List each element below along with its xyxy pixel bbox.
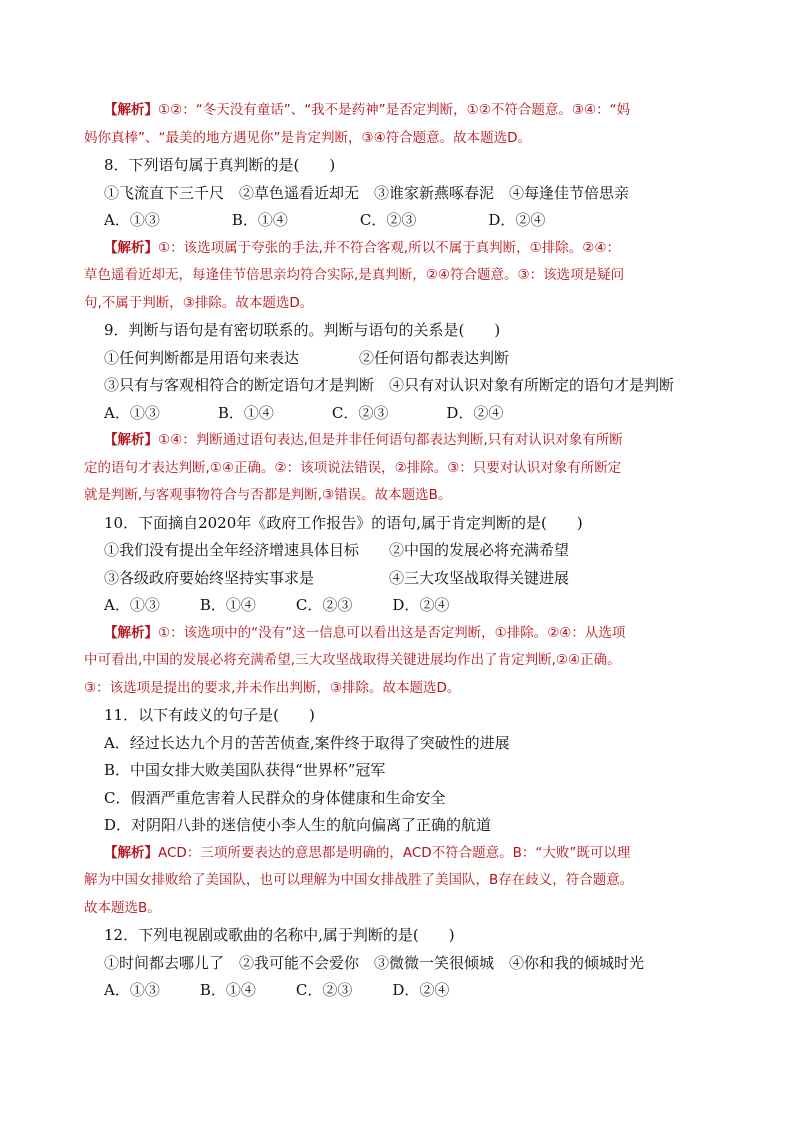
question-line: 8．下列语句属于真判断的是( ) — [104, 156, 336, 174]
option-d: D．②④ — [392, 596, 450, 614]
question-line: 12．下列电视剧或歌曲的名称中,属于判断的是( ) — [104, 926, 455, 944]
explanation-line — [104, 620, 724, 648]
explanation-line — [84, 675, 724, 703]
explanation-line — [104, 840, 724, 868]
explanation-text: 中可看出,中国的发展必将充满希望,三大攻坚战取得关键进展均作出了肯定判断,②④正确。 — [84, 652, 621, 668]
explanation-text: 草色遥看近却无，每逢佳节倍思亲均符合实际,是真判断，②④符合题意。③：该选项是疑问 — [84, 267, 625, 283]
explanation-line — [104, 427, 724, 455]
explanation-text: ③：该选项是提出的要求,并未作出判断，③排除。故本题选D。 — [84, 679, 461, 696]
question-line: 9．判断与语句是有密切联系的。判断与语句的关系是( ) — [104, 321, 501, 339]
answer-options — [104, 207, 724, 235]
explanation-text: 解为中国女排败给了美国队，也可以理解为中国女排战胜了美国队，B存在歧义，符合题意。 — [84, 872, 634, 888]
option-c: C．②③ — [295, 981, 353, 999]
question-line: ①飞流直下三千尺 ②草色遥看近却无 ③谁家新燕啄春泥 ④每逢佳节倍思亲 — [104, 183, 630, 202]
explanation-line — [84, 647, 724, 675]
question-line: A．经过长达九个月的苦苦侦查,案件终于取得了突破性的进展 — [104, 733, 510, 752]
explanation-tag: 【解析】 — [104, 624, 158, 641]
option-a: A．①③ — [104, 211, 160, 229]
explanation-text: ①④：判断通过语句表达,但是并非任何语句都表达判断,只有对认识对象有所断 — [158, 432, 623, 448]
option-a: A．①③ — [104, 596, 160, 614]
question-line: B．中国女排大败美国队获得“世界杯”冠军 — [104, 761, 386, 779]
option-b: B．①④ — [217, 403, 274, 422]
page-content — [84, 97, 724, 1005]
explanation-tag: 【解析】 — [104, 239, 158, 256]
answer-options — [104, 977, 724, 1005]
explanation-text: ①②：“冬天没有童话”、“我不是药神”是否定判断，①②不符合题意。③④：“妈 — [158, 102, 631, 118]
explanation-text: ①：该选项中的“没有”这一信息可以看出这是否定判断，①排除。②④：从选项 — [158, 624, 626, 641]
explanation-text: 句,不属于判断，③排除。故本题选D。 — [84, 294, 314, 311]
answer-options — [104, 400, 724, 428]
explanation-text: 定的语句才表达判断,①④正确。②：该项说法错误，②排除。③：只要对认识对象有所断定 — [84, 459, 622, 476]
question-line: ①任何判断都是用语句来表达 ②任何语句都表达判断 — [104, 348, 510, 367]
explanation-text: 妈你真棒”、“最美的地方遇见你”是肯定判断，③④符合题意。故本题选D。 — [84, 129, 532, 146]
option-b: B．①④ — [199, 981, 256, 999]
question-line: 11．以下有歧义的句子是( ) — [104, 706, 315, 724]
explanation-text: 故本题选B。 — [84, 899, 161, 916]
explanation-text: ACD：三项所要表达的意思都是明确的，ACD不符合题意。B：“大败”既可以理 — [158, 844, 631, 861]
explanation-line — [84, 290, 724, 318]
explanation-line — [84, 895, 724, 923]
explanation-line — [84, 482, 724, 510]
option-a: A．①③ — [104, 403, 160, 422]
explanation-block — [84, 235, 724, 318]
explanation-tag: 【解析】 — [104, 844, 158, 861]
option-c: C．②③ — [295, 596, 353, 614]
explanation-text: 就是判断,与客观事物符合与否都是判断,③错误。故本题选B。 — [84, 487, 452, 503]
explanation-line — [84, 125, 724, 153]
explanation-line — [84, 455, 724, 483]
question-line: 10．下面摘自2020年《政府工作报告》的语句,属于肯定判断的是( ) — [104, 513, 583, 532]
option-d: D．②④ — [446, 403, 504, 422]
answer-options — [104, 592, 724, 620]
explanation-line — [104, 97, 724, 125]
option-c: C．②③ — [359, 211, 417, 229]
explanation-tag: 【解析】 — [104, 432, 158, 448]
option-d: D．②④ — [392, 981, 450, 999]
question-line: ③只有与客观相符合的断定语句才是判断 ④只有对认识对象有所断定的语句才是判断 — [104, 376, 675, 394]
question-line: ③各级政府要始终坚持实事求是 ④三大攻坚战取得关键进展 — [104, 568, 570, 587]
option-a: A．①③ — [104, 981, 160, 999]
explanation-line — [84, 867, 724, 895]
explanation-block — [84, 840, 724, 923]
explanation-text: ①：该选项属于夸张的手法,并不符合客观,所以不属于真判断，①排除。②④： — [158, 239, 620, 256]
option-c: C．②③ — [331, 403, 389, 422]
explanation-line — [104, 235, 724, 263]
question-line: ①我们没有提出全年经济增速具体目标 ②中国的发展必将充满希望 — [104, 541, 570, 559]
option-b: B．①④ — [199, 596, 256, 614]
explanation-block — [84, 427, 724, 510]
option-d: D．②④ — [488, 211, 546, 229]
explanation-line — [84, 262, 724, 290]
question-line: C．假酒严重危害着人民群众的身体健康和生命安全 — [104, 788, 446, 807]
explanation-block — [84, 620, 724, 703]
question-line: D．对阴阳八卦的迷信使小李人生的航向偏离了正确的航道 — [104, 816, 492, 834]
explanation-block — [84, 97, 724, 152]
question-line: ①时间都去哪儿了 ②我可能不会爱你 ③微微一笑很倾城 ④你和我的倾城时光 — [104, 953, 645, 972]
option-b: B．①④ — [231, 211, 288, 229]
explanation-tag: 【解析】 — [104, 102, 158, 118]
